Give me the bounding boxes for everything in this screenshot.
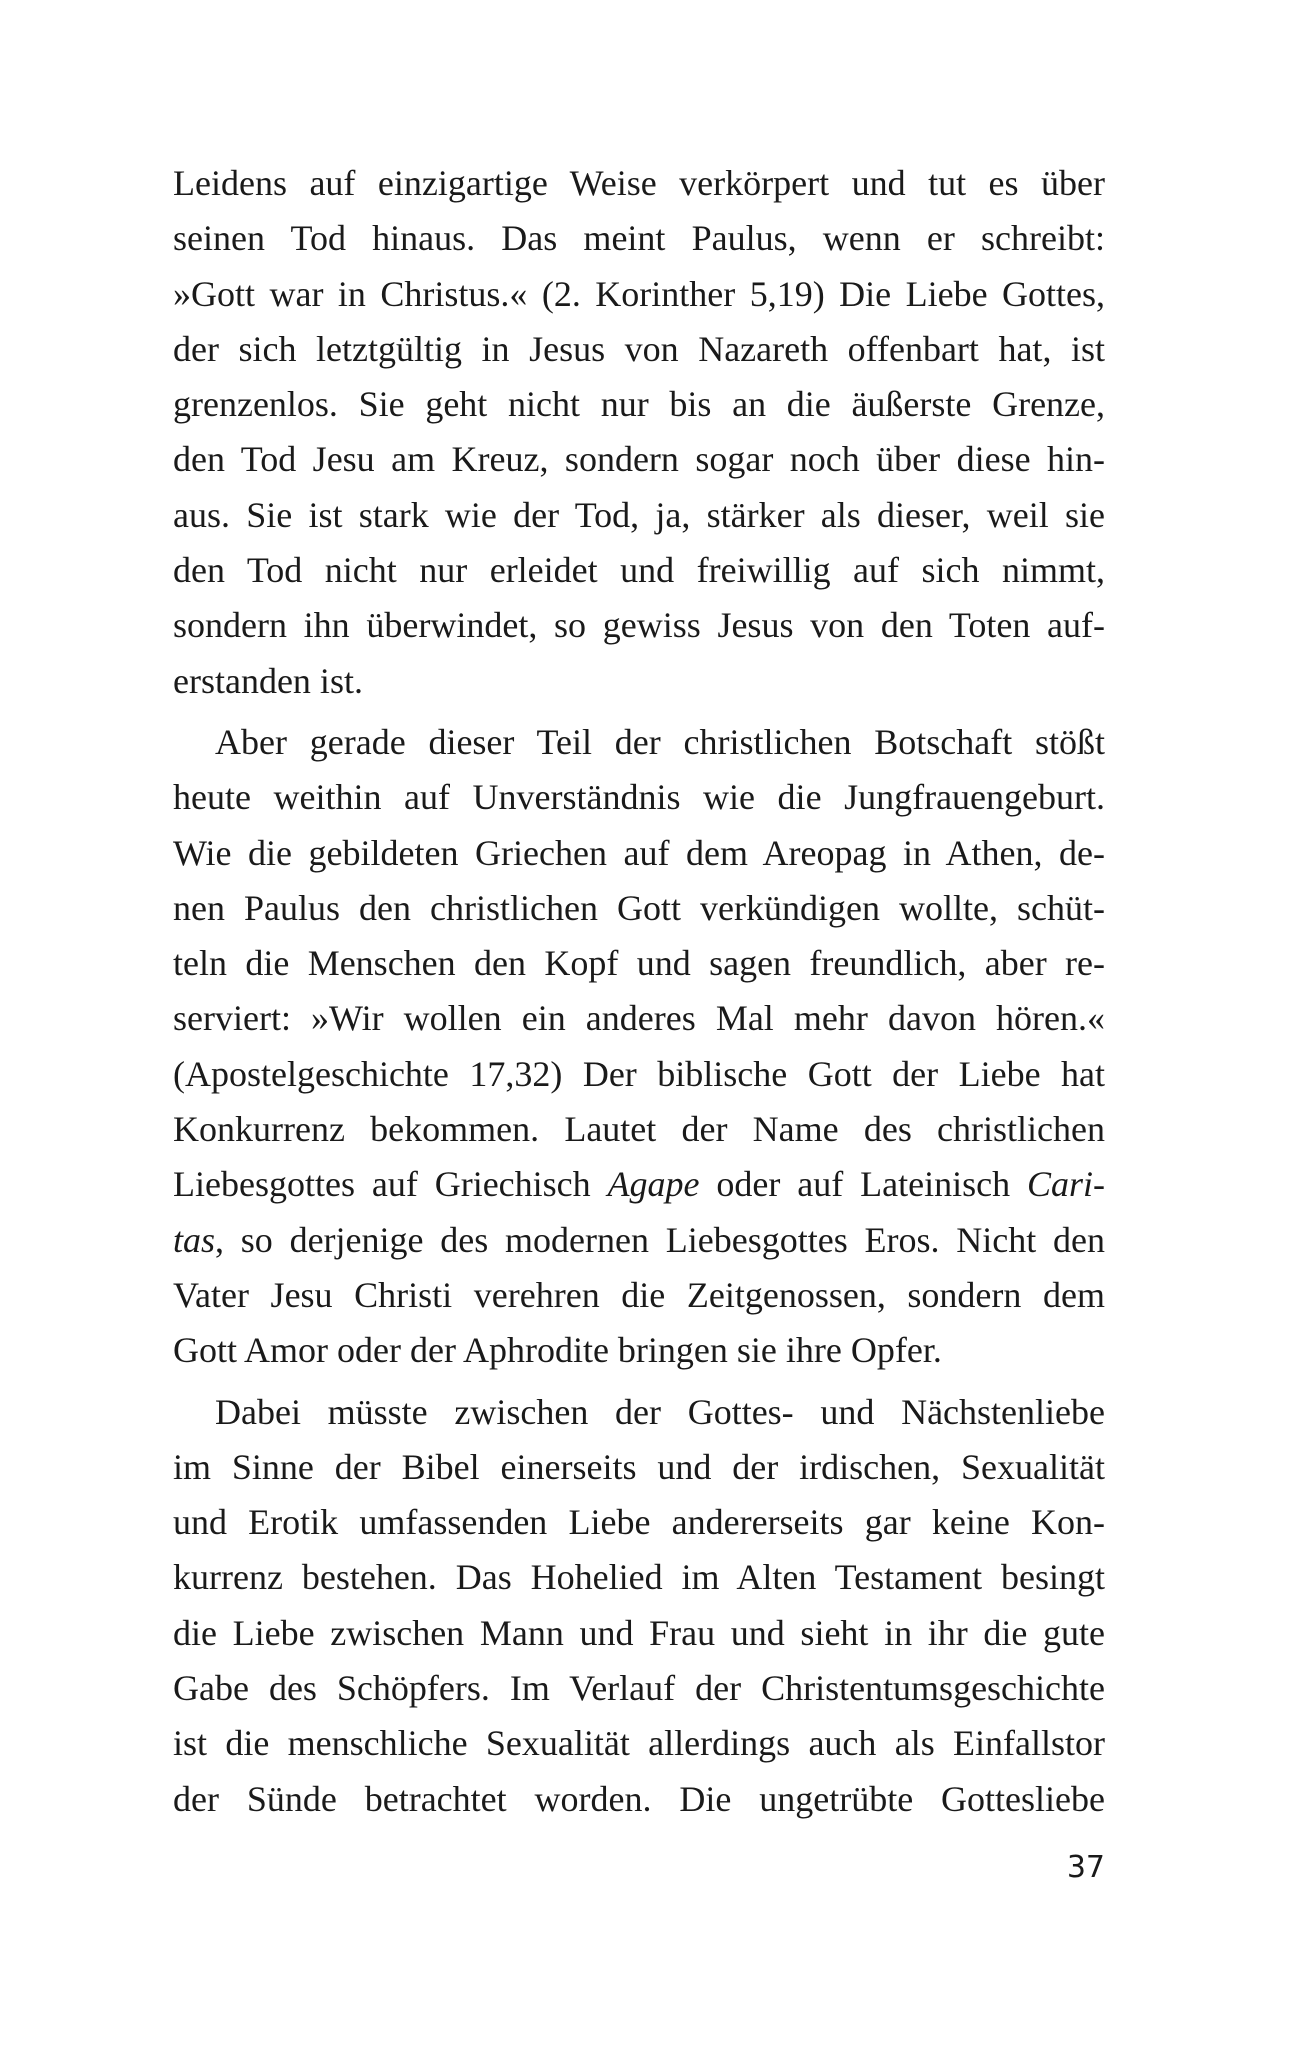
text-line: Konkurrenz bekommen. Lautet der Name des christlichen	[173, 1109, 1105, 1150]
text-line: seinen Tod hinaus. Das meint Paulus, wenn er schreibt:	[173, 218, 1105, 259]
paragraph-3	[173, 1385, 1105, 1827]
text-line: Wie die gebildeten Griechen auf dem Areopag in Athen, de-	[173, 832, 1105, 873]
text-line: grenzenlos. Sie geht nicht nur bis an die äußerste Grenze,	[173, 384, 1105, 425]
italic-term-caritas-start: Cari-	[1026, 1164, 1105, 1205]
text-line: Leidens auf einzigartige Weise verkörpert und tut es über	[173, 163, 1105, 203]
text-line: heute weithin auf Unverständnis wie die Jungfrauengeburt.	[173, 777, 1105, 818]
text-line: kurrenz bestehen. Das Hohelied im Alten Testament besingt	[173, 1557, 1105, 1598]
paragraph-2	[173, 715, 1105, 1379]
text-line: Dabei müsste zwischen der Gottes- und Nächstenliebe	[215, 1391, 1105, 1432]
text-line: den Tod Jesu am Kreuz, sondern sogar noch über diese hin-	[173, 439, 1105, 480]
text-run: , so derjenige des modernen Liebesgottes Eros. Nicht den	[215, 1219, 1105, 1260]
text-line: (Apostelgeschichte 17,32) Der biblische Gott der Liebe hat	[173, 1053, 1105, 1094]
text-line: sondern ihn überwindet, so gewiss Jesus von den Toten auf-	[173, 605, 1105, 646]
text-line: nen Paulus den christlichen Gott verkündigen wollte, schüt-	[173, 887, 1105, 928]
text-run: Liebesgottes auf Griechisch	[173, 1164, 608, 1205]
text-line: teln die Menschen den Kopf und sagen freundlich, aber re-	[173, 943, 1105, 984]
text-line	[173, 1213, 1105, 1268]
text-line: im Sinne der Bibel einerseits und der irdischen, Sexualität	[173, 1446, 1105, 1487]
text-line: erstanden ist.	[173, 660, 363, 701]
text-line: Aber gerade dieser Teil der christlichen Botschaft stößt	[215, 721, 1105, 762]
text-line: Gabe des Schöpfers. Im Verlauf der Christentumsgeschichte	[173, 1668, 1105, 1709]
text-line	[173, 1157, 1105, 1212]
text-line: der sich letztgültig in Jesus von Nazareth offenbart hat, ist	[173, 328, 1105, 369]
body-text	[173, 156, 1105, 1827]
text-line: ist die menschliche Sexualität allerdings auch als Einfallstor	[173, 1723, 1105, 1764]
text-line: aus. Sie ist stark wie der Tod, ja, stärker als dieser, weil sie	[173, 494, 1105, 535]
text-line: serviert: »Wir wollen ein anderes Mal mehr davon hören.«	[173, 998, 1105, 1039]
paragraph-1	[173, 156, 1105, 709]
text-run: oder auf Lateinisch	[699, 1164, 1027, 1205]
text-line: und Erotik umfassenden Liebe andererseits gar keine Kon-	[173, 1502, 1105, 1543]
text-line: »Gott war in Christus.« (2. Korinther 5,19) Die Liebe Gottes,	[173, 273, 1105, 314]
text-line: Gott Amor oder der Aphrodite bringen sie ihre Opfer.	[173, 1330, 942, 1371]
text-line: die Liebe zwischen Mann und Frau und sieht in ihr die gute	[173, 1612, 1105, 1653]
italic-term-agape: Agape	[607, 1164, 700, 1205]
text-line: Vater Jesu Christi verehren die Zeitgenossen, sondern dem	[173, 1274, 1105, 1315]
page-number: 37	[1066, 1850, 1105, 1885]
italic-term-caritas-end: tas	[173, 1219, 216, 1260]
text-line: den Tod nicht nur erleidet und freiwillig auf sich nimmt,	[173, 550, 1105, 591]
text-line: der Sünde betrachtet worden. Die ungetrübte Gottesliebe	[173, 1778, 1105, 1819]
